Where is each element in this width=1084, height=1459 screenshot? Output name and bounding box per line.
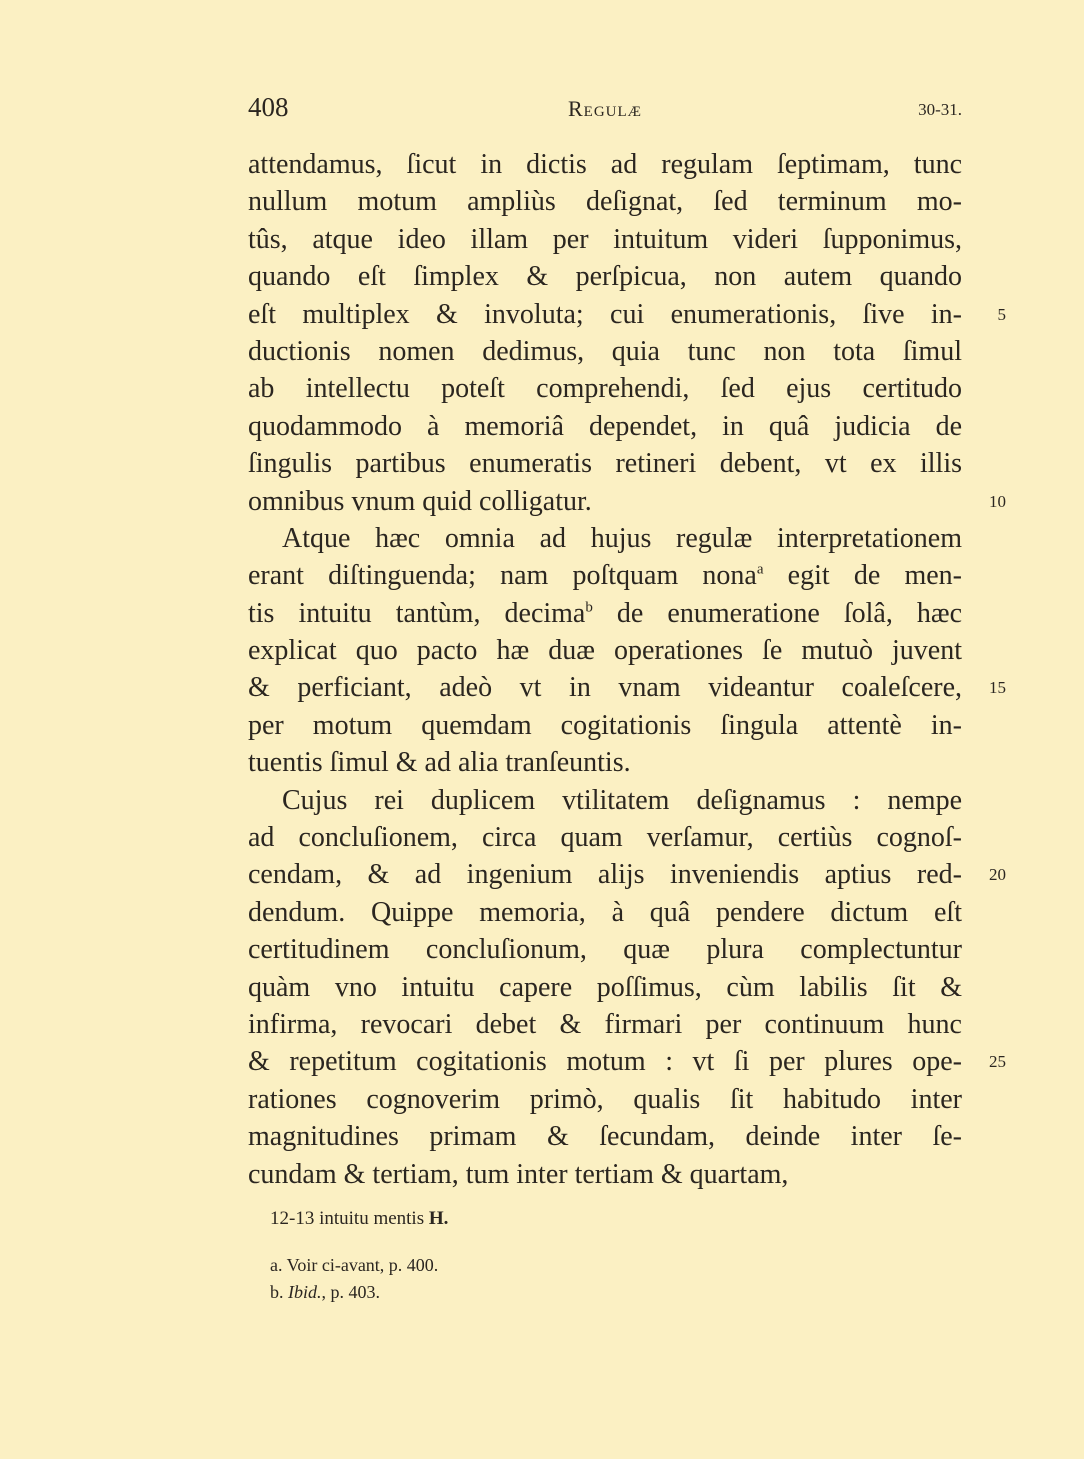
line-text: rationes cognoverim primò, qualis ſit habitudo inter (248, 1083, 962, 1115)
line-number: 10 (989, 491, 1006, 511)
variant-siglum: H. (428, 1208, 449, 1229)
line-text: quàm vno intuitu capere poſſimus, cùm labilis ſit & (248, 971, 962, 1003)
text-line (248, 296, 1006, 333)
line-text: ab intellectu poteſt comprehendi, ſed ejus certitudo (248, 373, 962, 405)
line-text: tis intuitu tantùm, decima (248, 597, 586, 629)
text-line (248, 894, 962, 931)
line-text: & repetitum cogitationis motum : vt ſi per plures ope- (248, 1046, 962, 1078)
line-text: Atque hæc omnia ad hujus regulæ interpretationem (282, 522, 962, 554)
text-line (248, 221, 962, 258)
main-text (248, 146, 1006, 1193)
line-text: per motum quemdam cogitationis ſingula attentè in- (248, 709, 962, 741)
footnote-text: Voir ci-avant, p. 400. (286, 1255, 439, 1275)
line-text: quodammodo à memoriâ dependet, in quâ judicia de (248, 410, 962, 442)
footnote-marker: a (756, 561, 764, 578)
text-line (248, 557, 962, 594)
text-line (248, 969, 962, 1006)
line-text: quando eſt ſimplex & perſpicua, non autem quando (248, 261, 962, 293)
line-text-rest: de enumeratione ſolâ, hæc (592, 597, 963, 629)
line-text: ſingulis partibus enumeratis retineri debent, vt ex illis (248, 448, 962, 480)
footnote-italic: Ibid. (288, 1282, 322, 1302)
footnotes (270, 1252, 984, 1306)
footnote-marker: b (585, 599, 593, 616)
line-text: infirma, revocari debet & firmari per continuum hunc (248, 1008, 962, 1040)
line-number: 15 (989, 678, 1006, 698)
text-line (248, 520, 962, 557)
text-line (248, 1156, 962, 1193)
line-text: ad concluſionem, circa quam verſamur, certiùs cognoſ- (248, 822, 962, 854)
variant-lines-ref: 12-13 (270, 1208, 315, 1229)
text-line (248, 1043, 1006, 1080)
footnote (270, 1279, 984, 1306)
line-text: omnibus vnum quid colligatur. (248, 485, 592, 517)
text-line (248, 1081, 962, 1118)
text-line (248, 931, 962, 968)
text-line (248, 408, 962, 445)
text-line (248, 183, 962, 220)
line-text: nullum motum ampliùs deſignat, ſed terminum mo- (248, 186, 962, 218)
footnote (270, 1252, 984, 1279)
text-line (248, 333, 962, 370)
page-header (248, 92, 962, 128)
text-line (248, 707, 962, 744)
text-line (248, 632, 962, 669)
text-line (248, 1118, 962, 1155)
text-line (248, 146, 962, 183)
line-text: magnitudines primam & ſecundam, deinde inter ſe- (248, 1121, 962, 1153)
line-text: ductionis nomen dedimus, quia tunc non tota ſimul (248, 335, 962, 367)
text-line (248, 782, 962, 819)
line-text: cundam & tertiam, tum inter tertiam & quartam, (248, 1158, 789, 1190)
line-text: dendum. Quippe memoria, à quâ pendere dictum eſt (248, 896, 962, 928)
line-number: 20 (989, 865, 1006, 885)
variant-note (270, 1208, 984, 1230)
line-text: tuentis ſimul & ad alia tranſeuntis. (248, 747, 631, 779)
text-line (248, 1006, 962, 1043)
line-text: certitudinem concluſionum, quæ plura complectuntur (248, 934, 962, 966)
text-line (248, 819, 962, 856)
text-line (248, 483, 1006, 520)
line-text: cendam, & ad ingenium alijs inveniendis aptius red- (248, 859, 962, 891)
line-text: tûs, atque ideo illam per intuitum videri ſupponimus, (248, 223, 962, 255)
running-title: Regulæ (567, 96, 642, 121)
text-line (248, 856, 1006, 893)
footnote-mark: b. (270, 1282, 288, 1302)
line-text: explicat quo pacto hæ duæ operationes ſe mutuò juvent (248, 635, 962, 667)
line-text: attendamus, ſicut in dictis ad regulam ſeptimam, tunc (248, 149, 962, 180)
text-line (248, 669, 1006, 706)
line-text-rest: egit de men- (763, 560, 962, 592)
line-text: Cujus rei duplicem vtilitatem deſignamus : nempe (282, 784, 962, 816)
footnote-mark: a. (270, 1255, 287, 1275)
line-text: eſt multiplex & involuta; cui enumerationis, ſive in- (248, 298, 962, 330)
text-line (248, 258, 962, 295)
page-number: 408 (248, 92, 289, 122)
variant-text: intuitu mentis (314, 1208, 429, 1229)
line-text: erant diſtinguenda; nam poſtquam nona (248, 560, 757, 592)
section-reference: 30-31. (918, 100, 962, 119)
text-line (248, 744, 962, 781)
footnote-text: , p. 403. (321, 1282, 380, 1302)
text-line (248, 370, 962, 407)
line-text: & perficiant, adeò vt in vnam videantur coaleſcere, (248, 672, 962, 704)
text-line (248, 445, 962, 482)
line-number: 5 (997, 304, 1006, 324)
text-line (248, 595, 962, 632)
line-number: 25 (989, 1052, 1006, 1072)
